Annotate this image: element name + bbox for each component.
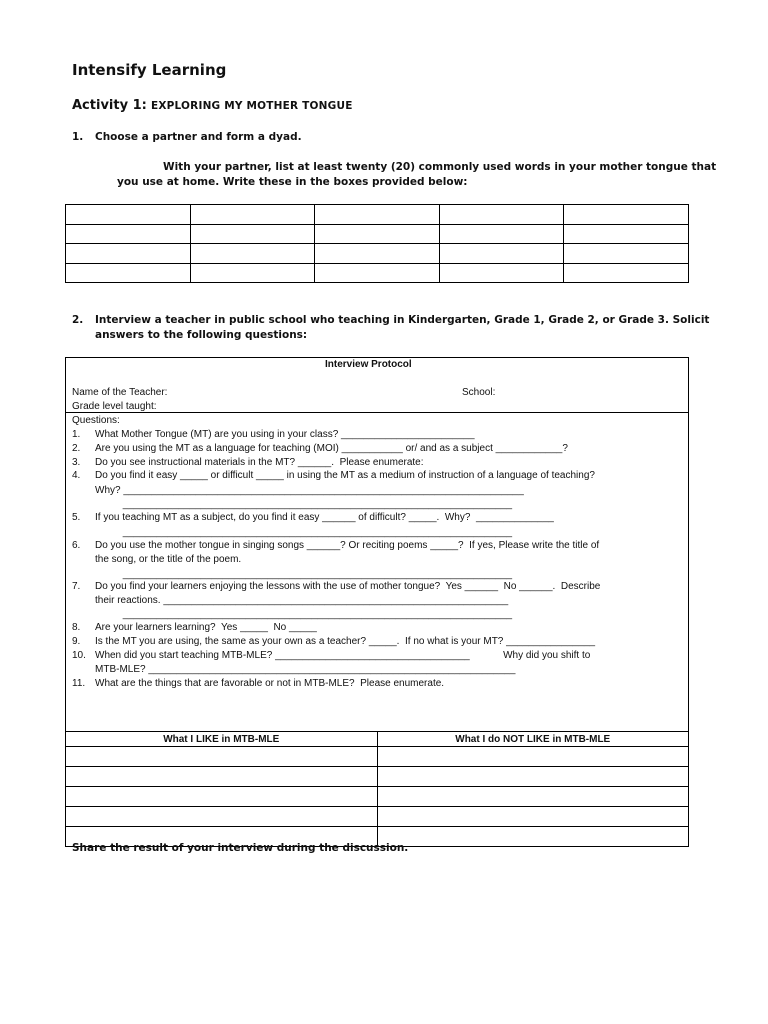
word-cell[interactable]: [190, 264, 315, 283]
footer-instruction: Share the result of your interview during the discussion.: [72, 842, 409, 854]
activity-subtitle: EXPLORING MY MOTHER TONGUE: [150, 100, 353, 112]
word-cell[interactable]: [315, 244, 440, 264]
question-text: ______________________________________________________________________: [95, 527, 513, 538]
question-number: 4.: [72, 470, 81, 481]
question-text: their reactions. ______________________________________________________________: [95, 595, 509, 606]
activity-heading: [72, 98, 353, 113]
word-cell[interactable]: [439, 225, 564, 244]
question-number: 3.: [72, 457, 81, 468]
question-text: Do you find it easy _____ or difficult _____ in using the MT as a medium of instruction of a language of teaching?: [95, 470, 595, 481]
word-cell[interactable]: [190, 205, 315, 225]
question-text: If you teaching MT as a subject, do you find it easy ______ of difficult? _____. Why? ______________: [95, 512, 554, 523]
word-cell[interactable]: [66, 225, 191, 244]
question-number: 1.: [72, 429, 81, 440]
question-text: Why? ________________________________________________________________________: [95, 485, 524, 496]
question-text: Do you see instructional materials in the MT? ______. Please enumerate:: [95, 457, 424, 468]
likes-header: What I LIKE in MTB-MLE: [66, 732, 378, 747]
word-table-row: [66, 225, 689, 244]
word-cell[interactable]: [315, 264, 440, 283]
word-cell[interactable]: [564, 225, 689, 244]
word-cell[interactable]: [190, 244, 315, 264]
step2-number: 2.: [72, 314, 84, 326]
page-title: Intensify Learning: [72, 61, 227, 79]
step2-line1: Interview a teacher in public school who teaching in Kindergarten, Grade 1, Grade 2, or Grade 3. Solicit: [95, 314, 710, 326]
step1-text: Choose a partner and form a dyad.: [95, 131, 302, 143]
question-number: 9.: [72, 636, 81, 647]
word-cell[interactable]: [66, 264, 191, 283]
like-cell[interactable]: [66, 747, 378, 767]
question-number: 11.: [72, 678, 86, 689]
questions-label: Questions:: [72, 415, 120, 426]
teacher-name-label: Name of the Teacher:: [72, 387, 168, 398]
word-cell[interactable]: [439, 205, 564, 225]
dislike-cell[interactable]: [377, 787, 689, 807]
question-text: Do you use the mother tongue in singing songs ______? Or reciting poems _____? If yes, Please write the title of: [95, 540, 600, 551]
likes-table-header-row: [66, 732, 689, 747]
question-number: 6.: [72, 540, 81, 551]
question-number: 8.: [72, 622, 81, 633]
question-number: 7.: [72, 581, 81, 592]
dislike-cell[interactable]: [377, 827, 689, 847]
activity-label: Activity 1:: [72, 98, 147, 113]
step1-instruction-line2: you use at home. Write these in the boxes provided below:: [117, 176, 468, 188]
word-cell[interactable]: [190, 225, 315, 244]
word-cell[interactable]: [66, 244, 191, 264]
word-table-row: [66, 264, 689, 283]
question-text: ______________________________________________________________________: [95, 499, 513, 510]
word-table: [65, 204, 689, 283]
word-cell[interactable]: [564, 205, 689, 225]
dislike-cell[interactable]: [377, 747, 689, 767]
likes-table-row: [66, 767, 689, 787]
step1-number: 1.: [72, 131, 84, 143]
like-cell[interactable]: [66, 807, 378, 827]
question-text: Is the MT you are using, the same as your own as a teacher? _____. If no what is your MT? ________________: [95, 636, 596, 647]
dislike-cell[interactable]: [377, 807, 689, 827]
question-text: What are the things that are favorable or not in MTB-MLE? Please enumerate.: [95, 678, 445, 689]
word-cell[interactable]: [439, 244, 564, 264]
likes-table-row: [66, 807, 689, 827]
likes-table-row: [66, 787, 689, 807]
like-cell[interactable]: [66, 787, 378, 807]
dislike-cell[interactable]: [377, 767, 689, 787]
grade-level-label: Grade level taught:: [72, 401, 157, 412]
question-text: When did you start teaching MTB-MLE? ___________________________________ Why did you shift to: [95, 650, 591, 661]
question-text: ______________________________________________________________________: [95, 609, 513, 620]
question-text: MTB-MLE? __________________________________________________________________: [95, 664, 516, 675]
word-cell[interactable]: [564, 264, 689, 283]
question-number: 2.: [72, 443, 81, 454]
like-cell[interactable]: [66, 767, 378, 787]
question-text: the song, or the title of the poem.: [95, 554, 242, 565]
word-cell[interactable]: [315, 225, 440, 244]
word-cell[interactable]: [66, 205, 191, 225]
question-text: ______________________________________________________________________: [95, 569, 513, 580]
question-text: Are you using the MT as a language for teaching (MOI) ___________ or/ and as a subject ____________?: [95, 443, 568, 454]
school-label: School:: [462, 387, 496, 398]
word-cell[interactable]: [564, 244, 689, 264]
step1-instruction-line1: With your partner, list at least twenty (20) commonly used words in your mother tongue that: [163, 161, 717, 173]
question-number: 5.: [72, 512, 81, 523]
dislikes-header: What I do NOT LIKE in MTB-MLE: [377, 732, 689, 747]
question-number: 10.: [72, 650, 86, 661]
step2-line2: answers to the following questions:: [95, 329, 308, 341]
likes-table: [65, 731, 689, 847]
word-table-row: [66, 205, 689, 225]
word-table-row: [66, 244, 689, 264]
word-cell[interactable]: [315, 205, 440, 225]
question-text: Are your learners learning? Yes _____ No _____: [95, 622, 317, 633]
question-text: What Mother Tongue (MT) are you using in your class? ________________________: [95, 429, 475, 440]
protocol-divider: [65, 412, 689, 413]
word-cell[interactable]: [439, 264, 564, 283]
question-text: Do you find your learners enjoying the lessons with the use of mother tongue? Yes ______ No ______. Describe: [95, 581, 601, 592]
protocol-title: Interview Protocol: [325, 359, 412, 370]
likes-table-row: [66, 747, 689, 767]
